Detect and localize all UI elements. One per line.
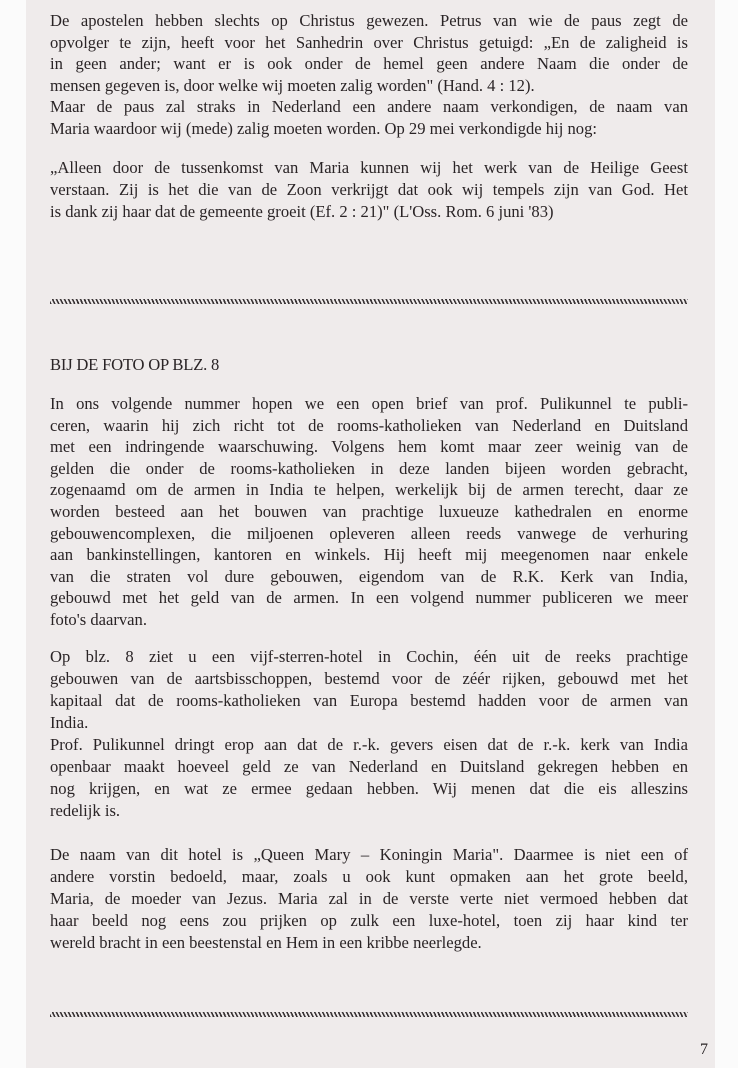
paragraph1-line: Maria waardoor wij (mede) zalig moeten worden. Op 29 mei verkondigde hij nog: xyxy=(50,119,597,138)
paragraph5-line: De naam van dit hotel is „Queen Mary – Koningin Maria". Daarmee is niet een of xyxy=(50,845,688,864)
paragraph5-line: Maria, de moeder van Jezus. Maria zal in de verste verte niet vermoed hebben dat xyxy=(50,889,688,908)
paragraph2-line: gebouwd met het geld van de armen. In een volgend nummer publiceren we meer xyxy=(50,588,688,608)
paragraph4-line: nog krijgen, en wat ze ermee gedaan hebben. Wij menen dat die eis alleszins xyxy=(50,779,688,798)
paragraph1-line: opvolger te zijn, heeft voor het Sanhedrin over Christus getuigd: „En de zaligheid is xyxy=(50,32,688,52)
paragraph4-line: openbaar maakt hoeveel geld ze van Nederland en Duitsland gekregen hebben en xyxy=(50,757,688,776)
paragraph2-line: met een indringende waarschuwing. Volgens hem komt maar zeer weinig van de xyxy=(50,437,688,457)
paragraph2-line: aan bankinstellingen, kantoren en winkels. Hij heeft mij meegenomen naar enkele xyxy=(50,545,688,565)
paragraph2-line: worden besteed aan het bouwen van prachtige luxueuze kathedralen en enorme xyxy=(50,502,688,521)
paragraph1-line: in geen ander; want er is ook onder de hemel geen andere Naam die onder de xyxy=(50,54,688,74)
paragraph5-line: haar beeld nog eens zou prijken op zulk een luxe-hotel, toen zij haar kind ter xyxy=(50,911,688,930)
page-number: 7 xyxy=(700,1041,708,1058)
paragraph3-line: Op blz. 8 ziet u een vijf-sterren-hotel in Cochin, één uit de reeks prachtige xyxy=(50,647,688,666)
paragraph5-line: wereld bracht in een beestenstal en Hem in een kribbe neerlegde. xyxy=(50,933,482,952)
decorative-rule-top xyxy=(50,299,688,304)
quote-line: verstaan. Zij is het die van de Zoon verkrijgt dat ook wij tempels zijn van God. Het xyxy=(50,180,688,199)
paragraph2-line: ceren, waarin hij zich richt tot de rooms-katholieken van Nederland en Duitsland xyxy=(50,415,688,435)
paragraph2-line: In ons volgende nummer hopen we een open brief van prof. Pulikunnel te publi- xyxy=(50,394,688,413)
paragraph3-line: kapitaal dat de rooms-katholieken van Europa bestemd hadden voor de armen van xyxy=(50,691,688,710)
paragraph1-line: De apostelen hebben slechts op Christus gewezen. Petrus van wie de paus zegt de xyxy=(50,11,688,30)
paragraph2-line: gebouwencomplexen, die miljoenen opleveren alleen reeds vanwege de verhuring xyxy=(50,523,688,543)
paragraph2-line: foto's daarvan. xyxy=(50,610,147,629)
quote-line: „Alleen door de tussenkomst van Maria kunnen wij het werk van de Heilige Geest xyxy=(50,158,688,177)
paragraph2-line: gelden die onder de rooms-katholieken in deze landen bijeen worden gebracht, xyxy=(50,458,688,478)
paragraph2-line: van die straten vol dure gebouwen, eigendom van de R.K. Kerk van India, xyxy=(50,566,688,586)
paragraph4-line: redelijk is. xyxy=(50,801,121,820)
paragraph5-line: andere vorstin bedoeld, maar, zoals u ook kunt opmaken aan het grote beeld, xyxy=(50,867,688,886)
paragraph3-line: gebouwen van de aartsbisschoppen, bestemd voor de zéér rijken, gebouwd met het xyxy=(50,669,688,688)
paragraph2-line: zogenaamd om de armen in India te helpen, werkelijk bij de armen terecht, daar ze xyxy=(50,480,688,500)
decorative-rule-bottom xyxy=(50,1012,688,1017)
paragraph4-line: Prof. Pulikunnel dringt erop aan dat de r.-k. gevers eisen dat de r.-k. kerk van India xyxy=(50,735,688,754)
section-heading: BIJ DE FOTO OP BLZ. 8 xyxy=(50,355,220,374)
paragraph1-line: Maar de paus zal straks in Nederland een andere naam verkondigen, de naam van xyxy=(50,97,688,117)
quote-line: is dank zij haar dat de gemeente groeit (Ef. 2 : 21)" (L'Oss. Rom. 6 juni '83) xyxy=(50,202,554,221)
paragraph3-line: India. xyxy=(50,713,89,732)
paragraph1-line: mensen gegeven is, door welke wij moeten zalig worden" (Hand. 4 : 12). xyxy=(50,75,535,95)
